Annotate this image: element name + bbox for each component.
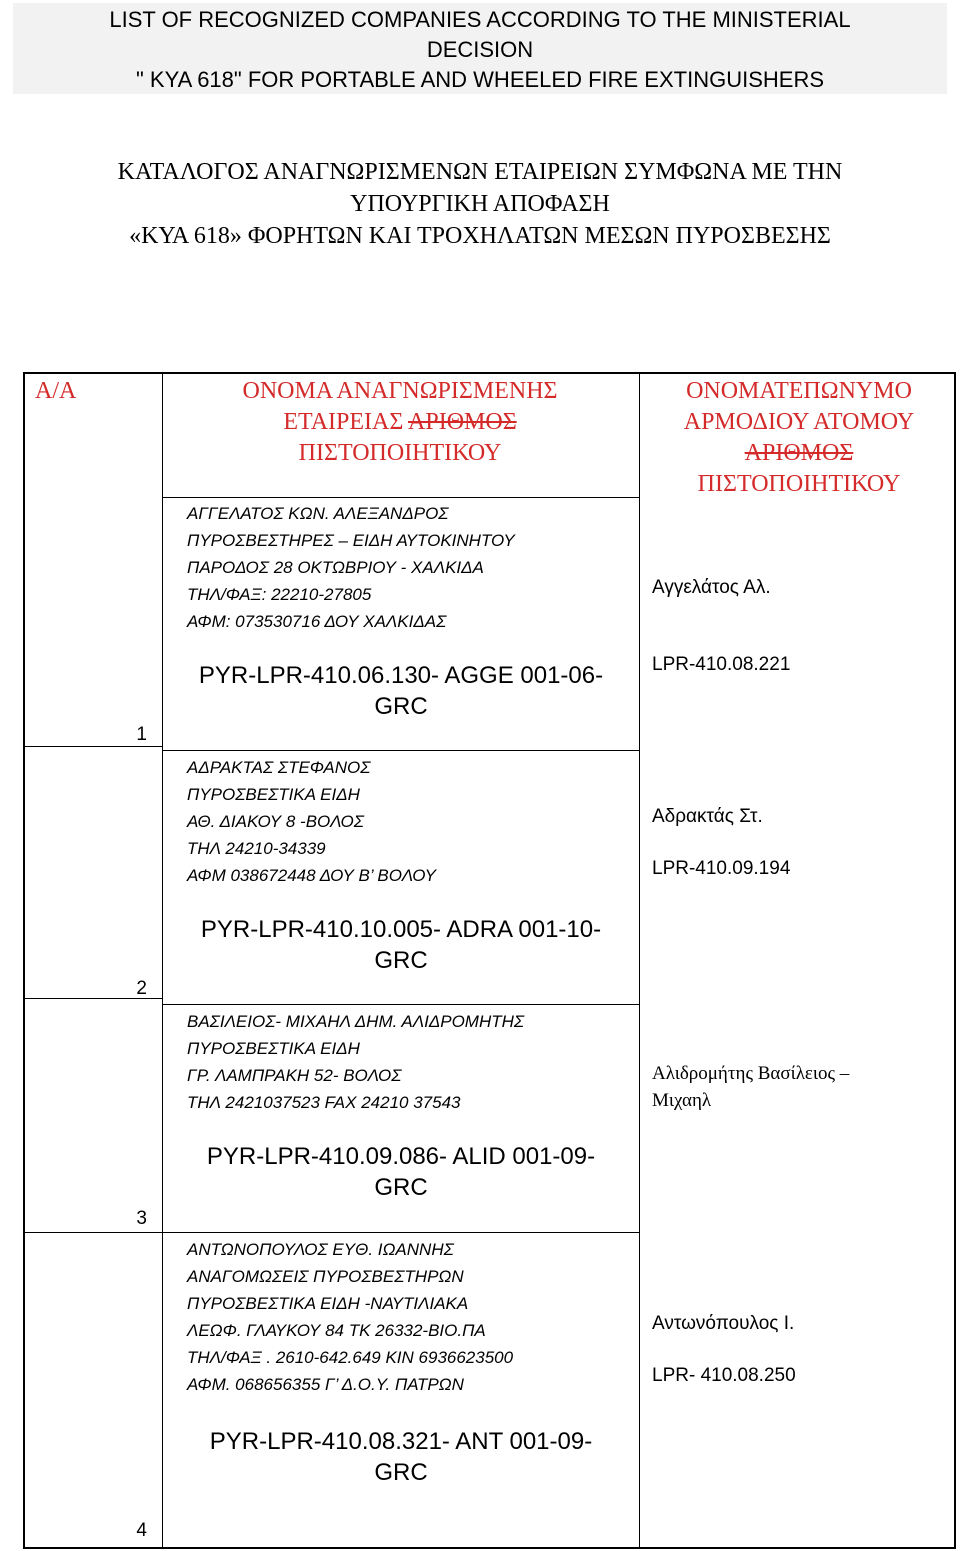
row-3-person: Αλιδρομήτης Βασίλειος – Μιχαηλ [652,1063,850,1111]
header-company: ΟΝΟΜΑ ΑΝΑΓΝΩΡΙΣΜΕΝΗΣ ΕΤΑΙΡΕΙΑΣ ΑΡΙΘΜΟΣ ΠΙΣΤΟΠΟΙΗΤΙΚΟΥ [242,378,558,466]
row-divider [25,1232,162,1233]
row-divider [162,497,639,498]
row-4-number: 4 [136,1520,147,1541]
row-divider [162,1004,639,1005]
row-1-number: 1 [136,724,147,745]
greek-title-line-3: «ΚΥΑ 618» ΦΟΡΗΤΩΝ ΚΑΙ ΤΡΟΧΗΛΑΤΩΝ ΜΕΣΩΝ ΠΥΡΟΣΒΕΣΗΣ [129,223,831,249]
row-divider [162,1232,639,1233]
row-1-certificate: PYR-LPR-410.06.130- AGGE 001-06- GRC [198,662,604,720]
greek-title-line-2: ΥΠΟΥΡΓΙΚΗ ΑΠΟΦΑΣΗ [350,191,610,217]
row-divider [25,746,162,747]
row-1-company: ΑΓΓΕΛΑΤΟΣ ΚΩΝ. ΑΛΕΞΑΝΔΡΟΣ ΠΥΡΟΣΒΕΣΤΗΡΕΣ – ΕΙΔΗ ΑΥΤΟΚΙΝΗΤΟΥ ΠΑΡΟΔΟΣ 28 ΟΚΤΩΒΡΙΟΥ - ΧΑΛΚΙΔΑ ΤΗΛ/ΦΑΞ: 22210-27805 ΑΦΜ: 073530716 ΔΟΥ ΧΑΛΚΙΔΑΣ [187,504,515,631]
row-4-company: ΑΝΤΩΝΟΠΟΥΛΟΣ ΕΥΘ. ΙΩΑΝΝΗΣ ΑΝΑΓΟΜΩΣΕΙΣ ΠΥΡΟΣΒΕΣΤΗΡΩΝ ΠΥΡΟΣΒΕΣΤΙΚΑ ΕΙΔΗ -ΝΑΥΤΙΛΙΑΚΑ ΛΕΩΦ. ΓΛΑΥΚΟΥ 84 ΤΚ 26332-ΒΙΟ.ΠΑ ΤΗΛ/ΦΑΞ . 2610-642.649 ΚΙΝ 6936623500 ΑΦΜ. 068656355 Γ’ Δ.Ο.Υ. ΠΑΤΡΩΝ [187,1240,514,1394]
row-2-person: Αδρακτάς Στ. [652,806,763,827]
greek-title [20,156,940,252]
english-title-line-2: DECISION [426,37,534,62]
row-3-number: 3 [136,1208,147,1229]
header-number: Α/Α [35,378,77,404]
row-3-certificate: PYR-LPR-410.09.086- ALID 001-09- GRC [206,1143,596,1201]
column-divider-2 [639,374,640,1547]
english-title-line-3: " KYA 618" FOR PORTABLE AND WHEELED FIRE EXTINGUISHERS [135,67,824,92]
header-person: ΟΝΟΜΑΤΕΠΩΝΥΜΟ ΑΡΜΟΔΙΟΥ ΑΤΟΜΟΥ ΑΡΙΘΜΟΣ ΠΙΣΤΟΠΟΙΗΤΙΚΟΥ [683,378,915,497]
english-title [13,3,947,94]
companies-table [23,372,956,1549]
row-1-person-certificate: LPR-410.08.221 [652,654,791,675]
greek-title-line-1: ΚΑΤΑΛΟΓΟΣ ΑΝΑΓΝΩΡΙΣΜΕΝΩΝ ΕΤΑΙΡΕΙΩΝ ΣΥΜΦΩΝΑ ΜΕ ΤΗΝ [117,159,843,185]
row-2-number: 2 [136,978,147,999]
row-divider [162,750,639,751]
row-2-person-certificate: LPR-410.09.194 [652,858,791,879]
english-title-line-1: LIST OF RECOGNIZED COMPANIES ACCORDING TO THE MINISTERIAL [109,7,851,32]
row-3-company: ΒΑΣΙΛΕΙΟΣ- ΜΙΧΑΗΛ ΔΗΜ. ΑΛΙΔΡΟΜΗΤΗΣ ΠΥΡΟΣΒΕΣΤΙΚΑ ΕΙΔΗ ΓΡ. ΛΑΜΠΡΑΚΗ 52- ΒΟΛΟΣ ΤΗΛ 2421037523 FAX 24210 37543 [187,1012,525,1112]
row-2-company: ΑΔΡΑΚΤΑΣ ΣΤΕΦΑΝΟΣ ΠΥΡΟΣΒΕΣΤΙΚΑ ΕΙΔΗ ΑΘ. ΔΙΑΚΟΥ 8 -ΒΟΛΟΣ ΤΗΛ 24210-34339 ΑΦΜ 038672448 ΔΟΥ Β’ ΒΟΛΟΥ [187,758,436,885]
row-4-person: Αντωνόπουλος Ι. [652,1313,795,1334]
row-4-person-certificate: LPR- 410.08.250 [652,1365,796,1386]
row-2-certificate: PYR-LPR-410.10.005- ADRA 001-10- GRC [200,916,602,974]
row-1-person: Αγγελάτος Αλ. [652,577,771,598]
row-4-certificate: PYR-LPR-410.08.321- ANT 001-09- GRC [209,1428,593,1486]
